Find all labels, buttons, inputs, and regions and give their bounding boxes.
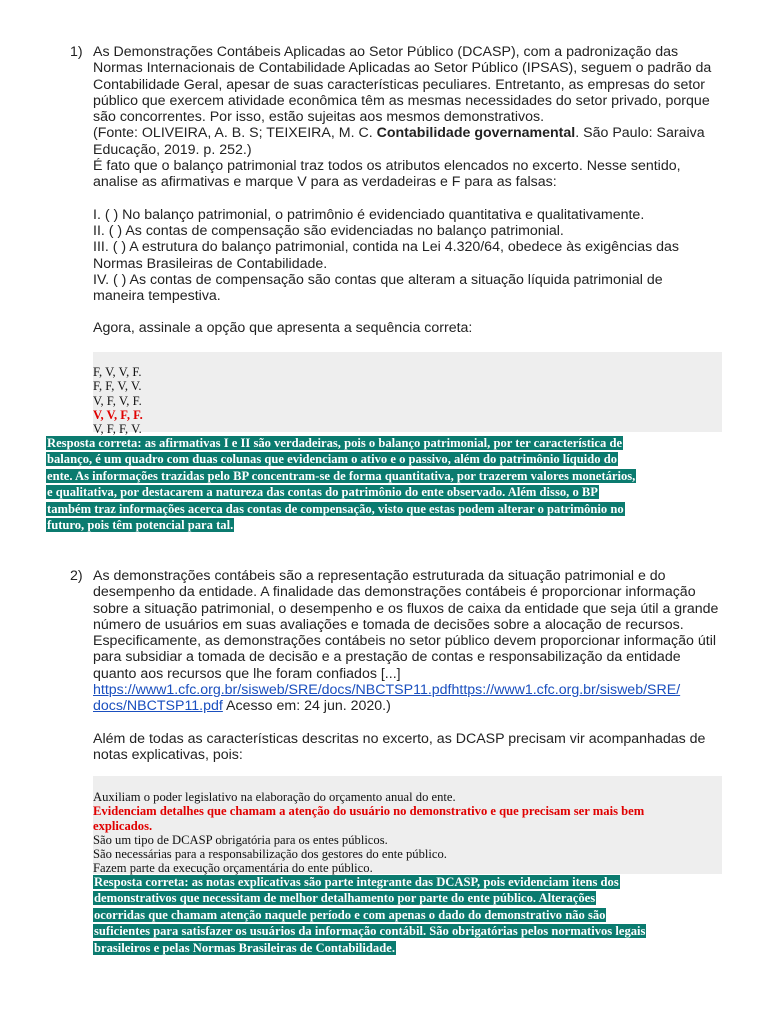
q2-options — [93, 776, 722, 874]
q2-reference-link[interactable]: https://www1.cfc.org.br/sisweb/SRE/docs/NBCTSP11.pdfhttps://www1.cfc.org.br/sisweb/SRE/ — [93, 682, 681, 699]
q2-option[interactable]: Fazem parte da execução orçamentária do ente público. — [93, 861, 373, 876]
q1-option-correct[interactable]: V, V, F, F. — [93, 407, 143, 422]
q1-options — [93, 352, 722, 437]
q1-statement: III. ( ) A estrutura do balanço patrimonial, contida na Lei 4.320/64, obedece às exigências das — [93, 239, 680, 256]
q2-text-line: Especificamente, as demonstrações contábeis no setor público devem proporcionar informação útil — [93, 633, 717, 650]
q1-option[interactable]: F, F, V, V. — [93, 379, 142, 394]
q1-source — [93, 125, 733, 141]
q1-option[interactable]: F, V, V, F. — [93, 365, 142, 379]
q1-prompt-line: analise as afirmativas e marque V para as verdadeiras e F para as falsas: — [93, 174, 557, 191]
q1-answer-line: futuro, pois têm potencial para tal. — [47, 518, 234, 533]
q1-prompt-line: É fato que o balanço patrimonial traz todos os atributos elencados no excerto. Nesse sentido, — [93, 158, 681, 175]
q1-text-line: As Demonstrações Contábeis Aplicadas ao Setor Público (DCASP), com a padronização das — [93, 44, 679, 60]
q1-source-prefix: (Fonte: OLIVEIRA, A. B. S; TEIXEIRA, M. C. — [93, 125, 377, 142]
q2-answer-feedback — [93, 874, 723, 956]
q2-text-line: As demonstrações contábeis são a representação estruturada da situação patrimonial e do — [93, 568, 666, 584]
q1-body — [93, 44, 733, 337]
q2-answer-line: ocorridas que chamam atenção naquele período e com apenas o dado do demonstrativo não são — [94, 907, 606, 922]
q1-number: 1) — [70, 44, 83, 60]
q1-source-line2: Educação, 2019. p. 252.) — [93, 141, 252, 158]
q2-prompt-line: Além de todas as características descritas no excerto, as DCASP precisam vir acompanhadas de — [93, 730, 706, 747]
q1-answer-line: também traz informações acerca das contas de compensação, visto que estas podem alterar o patrimônio no — [47, 501, 624, 516]
q1-answer-feedback — [46, 435, 726, 533]
q1-text-line: público que exercem atividade econômica têm as mesmas necessidades do setor privado, porque — [93, 92, 710, 109]
q2-text-line: sobre a situação patrimonial, o desempenho e os fluxos de caixa da entidade que seja útil a grande — [93, 600, 719, 617]
q1-text-line: Contabilidade Geral, apesar de suas características peculiares. Entretanto, as empresas do setor — [93, 76, 705, 93]
q2-text-line: quanto aos recursos que lhe foram confiados [...] — [93, 665, 401, 682]
q2-answer-line: Resposta correta: as notas explicativas são parte integrante das DCASP, pois evidenciam itens dos — [94, 875, 619, 889]
q1-answer-line: balanço, é um quadro com duas colunas que evidenciam o ativo e o passivo, além do patrimônio líquido do — [47, 452, 618, 467]
q1-answer-line: Resposta correta: as afirmativas I e II são verdadeiras, pois o balanço patrimonial, por ter característica de — [47, 436, 623, 450]
q1-instruction: Agora, assinale a opção que apresenta a sequência correta: — [93, 320, 473, 337]
q1-text-line: Normas Internacionais de Contabilidade Aplicadas ao Setor Público (IPSAS), seguem o padrão da — [93, 60, 712, 77]
q1-source-title: Contabilidade governamental — [376, 125, 576, 142]
q1-statement: maneira tempestiva. — [93, 288, 221, 305]
q2-body — [93, 568, 733, 763]
q2-reference-link-continued[interactable]: docs/NBCTSP11.pdf — [93, 698, 223, 715]
q1-statement: I. ( ) No balanço patrimonial, o patrimônio é evidenciado quantitativa e qualitativamente. — [93, 206, 645, 223]
q2-option[interactable]: Auxiliam o poder legislativo na elaboração do orçamento anual do ente. — [93, 790, 456, 804]
q1-answer-line: e qualitativa, por destacarem a natureza das contas do patrimônio do ente observado. Além disso, o BP — [47, 485, 598, 500]
q2-option-correct-continued[interactable]: explicados. — [93, 818, 153, 833]
q1-answer-line: ente. As informações trazidas pelo BP concentram-se de forma quantitativa, por trazerem valores monetários, — [47, 468, 636, 483]
q2-option-correct[interactable]: Evidenciam detalhes que chamam a atenção do usuário no demonstrativo e que precisam ser mais bem — [93, 804, 645, 819]
q2-text-line: número de usuários em suas avaliações e tomada de decisões sobre a alocação de recursos. — [93, 616, 684, 633]
q1-option[interactable]: V, F, F, V. — [93, 422, 142, 437]
q1-option[interactable]: V, F, V, F. — [93, 393, 142, 408]
q2-text-line: desempenho da entidade. A finalidade das demonstrações contábeis é proporcionar informação — [93, 584, 696, 601]
q2-number: 2) — [70, 568, 83, 584]
q1-statement: IV. ( ) As contas de compensação são contas que alteram a situação líquida patrimonial de — [93, 271, 663, 288]
q1-statement: II. ( ) As contas de compensação são evidenciadas no balanço patrimonial. — [93, 222, 564, 239]
q2-text-line: para subsidiar a tomada de decisão e a prestação de contas e responsabilização da entidade — [93, 649, 681, 666]
q2-option[interactable]: São necessárias para a responsabilização dos gestores do ente público. — [93, 847, 447, 862]
q2-answer-line: brasileiros e pelas Normas Brasileiras de Contabilidade. — [94, 940, 395, 955]
q1-source-suffix: . São Paulo: Saraiva — [575, 125, 705, 142]
q2-access-date: Acesso em: 24 jun. 2020.) — [222, 698, 391, 715]
q2-answer-line: suficientes para satisfazer os usuários da informação contábil. São obrigatórias pelos normativos legais — [94, 924, 646, 939]
q2-prompt-line: notas explicativas, pois: — [93, 746, 243, 763]
q1-text-line: são concorrentes. Por isso, estão sujeitas aos mesmos demonstrativos. — [93, 109, 545, 126]
q1-statement: Normas Brasileiras de Contabilidade. — [93, 255, 328, 272]
q2-answer-line: demonstrativos que necessitam de melhor detalhamento por parte do ente público. Alterações — [94, 891, 596, 906]
q2-option[interactable]: São um tipo de DCASP obrigatória para os entes públicos. — [93, 832, 388, 847]
